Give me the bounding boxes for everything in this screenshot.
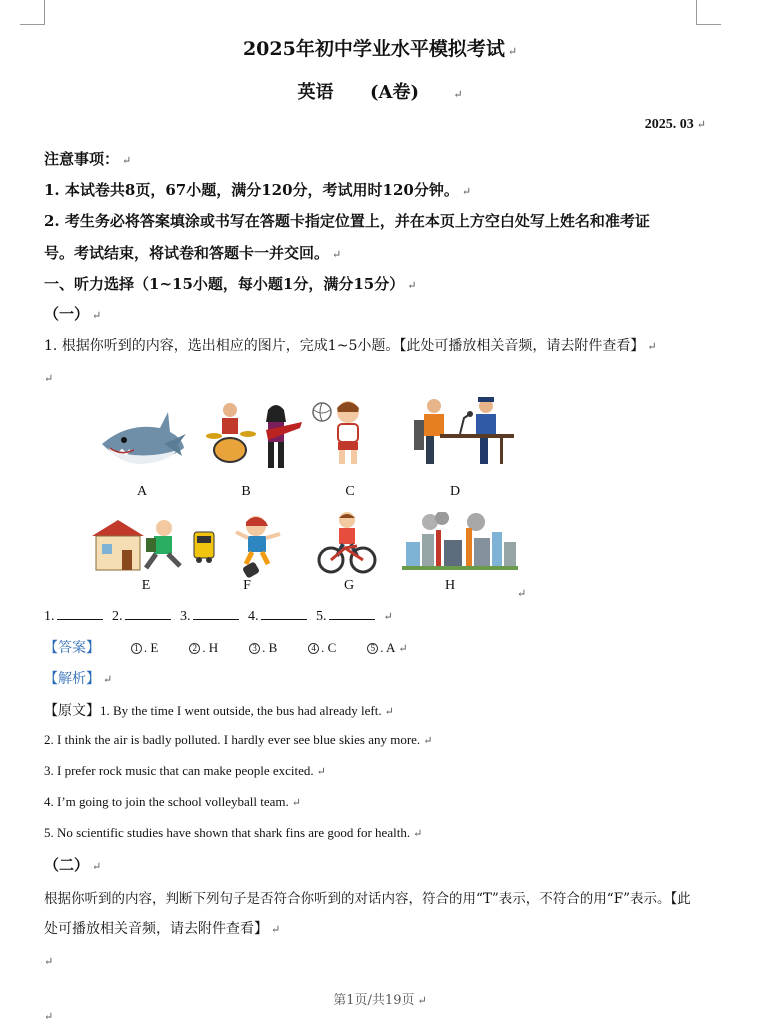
transcript-line-5: 5. No scientific studies have shown that shark fins are good for health. ↵ xyxy=(44,825,423,840)
transcript-line-1: 【原文】1. By the time I went outside, the bus had already left. ↵ xyxy=(44,703,394,719)
answer-item: 1 . E xyxy=(131,640,158,655)
answer-blank xyxy=(193,607,239,620)
answer-item: 5 . A xyxy=(367,640,395,655)
crop-mark-top-right xyxy=(696,0,721,25)
empty-paragraph: ↵ xyxy=(44,372,54,385)
picture-label-e: E xyxy=(141,578,151,593)
answer-label: 【答案】 xyxy=(44,640,100,656)
page-footer: 第1页/共19页 ↵ xyxy=(333,993,427,1008)
crop-mark-top-left xyxy=(20,0,45,25)
section-1-heading: 一、听力选择（1~15小题，每小题1分，满分15分） ↵ xyxy=(44,275,417,293)
picture-label-a: A xyxy=(136,484,148,499)
answer-item: 4 . C xyxy=(308,640,336,655)
analysis-label: 【解析】 ↵ xyxy=(44,671,113,687)
blank-label: 1. xyxy=(44,609,55,624)
transcript-line-2: 2. I think the air is badly polluted. I hardly ever see blue skies any more. ↵ xyxy=(44,732,433,747)
exam-title: 2025年初中学业水平模拟考试 ↵ xyxy=(242,38,518,60)
notice-item-2-line-1: 2. 考生务必将答案填涂或书写在答题卡指定位置上，并在本页上方空白处写上姓名和准考证 xyxy=(44,212,650,230)
notice-item-2-line-2: 号。考试结束，将试卷和答题卡一并交回。 ↵ xyxy=(44,244,342,262)
part-1-instruction: 1. 根据你听到的内容，选出相应的图片，完成1~5小题。【此处可播放相关音频，请去附件查看】 ↵ xyxy=(44,338,657,354)
exam-date: 2025. 03 ↵ xyxy=(644,117,706,132)
rock-band-icon xyxy=(206,400,306,474)
part-1-label: （一） ↵ xyxy=(44,305,102,323)
cyclist-boy-icon xyxy=(317,510,377,580)
police-officer-desk-icon xyxy=(404,396,516,472)
notice-heading: 注意事项： ↵ xyxy=(44,150,132,168)
exam-subtitle: 英语 (A卷) ↵ xyxy=(297,82,463,103)
empty-paragraph: ↵ xyxy=(44,1010,54,1023)
answer-blanks-row: 1. 2. 3. 4. 5. ↵ xyxy=(44,609,393,624)
picture-label-b: B xyxy=(241,484,251,499)
answer-blank xyxy=(261,607,307,620)
part-2-instruction-line-2: 处可播放相关音频，请去附件查看】 ↵ xyxy=(44,921,281,937)
answer-item: 3 . B xyxy=(249,640,277,655)
picture-label-f: F xyxy=(243,578,251,593)
notice-item-1: 1. 本试卷共8页，67小题，满分120分，考试用时120分钟。 ↵ xyxy=(44,181,472,199)
picture-label-g: G xyxy=(343,578,355,593)
blank-label: 2. xyxy=(112,609,123,624)
blank-label: 4. xyxy=(248,609,259,624)
answer-blank xyxy=(329,607,375,620)
picture-label-c: C xyxy=(345,484,355,499)
part-2-label: （二） ↵ xyxy=(44,856,102,874)
shark-icon xyxy=(98,404,188,480)
picture-label-d: D xyxy=(449,484,461,499)
skateboard-boy-icon xyxy=(234,512,284,582)
part-2-instruction-line-1: 根据你听到的内容，判断下列句子是否符合你听到的对话内容，符合的用“T”表示，不符合的用“F”表示。【此 xyxy=(44,891,691,907)
empty-paragraph: ↵ xyxy=(517,587,527,600)
transcript-line-3: 3. I prefer rock music that can make people excited. ↵ xyxy=(44,763,326,778)
answer-blank xyxy=(125,607,171,620)
blank-label: 3. xyxy=(180,609,191,624)
polluted-city-icon xyxy=(402,512,518,578)
volleyball-player-icon xyxy=(312,396,372,472)
blank-label: 5. xyxy=(316,609,327,624)
empty-paragraph: ↵ xyxy=(44,955,54,968)
boy-running-to-bus-icon xyxy=(90,514,218,578)
transcript-line-4: 4. I’m going to join the school volleyball team. ↵ xyxy=(44,794,302,809)
answer-item: 2 . H xyxy=(189,640,218,655)
answer-blank xyxy=(57,607,103,620)
answer-row: 【答案】 1 . E 2 . H 3 . B 4 . C 5 . A ↵ xyxy=(44,640,408,656)
picture-label-h: H xyxy=(444,578,456,593)
